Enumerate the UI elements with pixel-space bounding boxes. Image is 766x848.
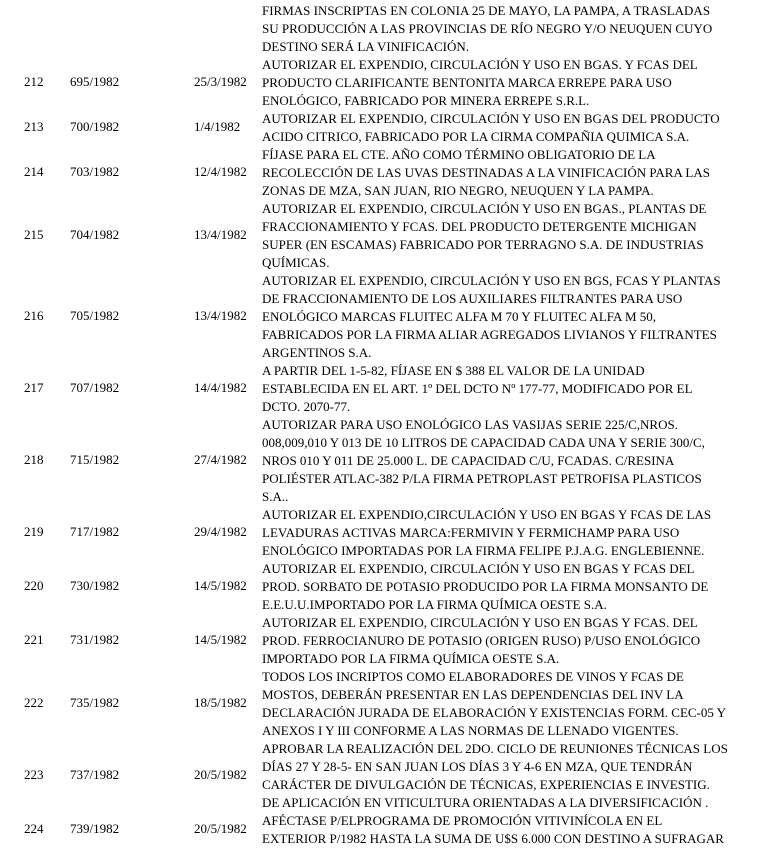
resolution-date: 14/5/1982 <box>194 632 247 647</box>
resolution-number: 695/1982 <box>70 74 120 89</box>
row-number: 213 <box>24 119 44 134</box>
resolution-number: 705/1982 <box>70 308 120 323</box>
description-line: EXTERIOR P/1982 HASTA LA SUMA DE U$S 6.000 CON DESTINO A SUFRAGAR <box>262 831 724 846</box>
description-line: POLIÉSTER ATLAC-382 P/LA FIRMA PETROPLAST PETROFISA PLASTICOS <box>262 471 702 486</box>
table-row <box>0 506 766 560</box>
description-line: AUTORIZAR EL EXPENDIO,CIRCULACIÓN Y USO EN BGAS Y FCAS DE LAS <box>262 507 712 522</box>
row-number: 220 <box>24 578 44 593</box>
description-line: AFÉCTASE P/ELPROGRAMA DE PROMOCIÓN VITIVINÍCOLA EN EL <box>262 813 663 828</box>
resolution-date: 14/4/1982 <box>194 380 247 395</box>
table-row <box>0 416 766 506</box>
description-line: DE FRACCIONAMIENTO DE LOS AUXILIARES FILTRANTES PARA USO <box>262 291 683 306</box>
description-line: RECOLECCIÓN DE LAS UVAS DESTINADAS A LA VINIFICACIÓN PARA LAS <box>262 165 710 180</box>
resolution-number: 739/1982 <box>70 821 120 836</box>
description-line: ESTABLECIDA EN EL ART. 1º DEL DCTO Nº 177-77, MODIFICADO POR EL <box>262 381 693 396</box>
description-line: MOSTOS, DEBERÁN PRESENTAR EN LAS DEPENDENCIAS DEL INV LA <box>262 687 684 702</box>
resolution-description <box>262 740 760 812</box>
description-line: DE APLICACIÓN EN VITICULTURA ORIENTADAS A LA DIVERSIFICACIÓN . <box>262 795 709 810</box>
resolution-date: 14/5/1982 <box>194 578 247 593</box>
table-row <box>0 110 766 146</box>
resolution-date: 29/4/1982 <box>194 524 247 539</box>
resolution-description <box>262 272 760 362</box>
resolution-description <box>262 146 760 200</box>
resolution-description <box>262 416 760 506</box>
description-line: AUTORIZAR PARA USO ENOLÓGICO LAS VASIJAS SERIE 225/C,NROS. <box>262 417 678 432</box>
row-number: 215 <box>24 227 44 242</box>
description-line: DCTO. 2070-77. <box>262 399 351 414</box>
description-line: FRACCIONAMIENTO Y FCAS. DEL PRODUCTO DETERGENTE MICHIGAN <box>262 219 697 234</box>
description-line: S.A.. <box>262 489 289 504</box>
description-line: AUTORIZAR EL EXPENDIO, CIRCULACIÓN Y USO EN BGS, FCAS Y PLANTAS <box>262 273 721 288</box>
description-line: NROS 010 Y 011 DE 25.000 L. DE CAPACIDAD C/U, FCADAS. C/RESINA <box>262 453 675 468</box>
resolution-number: 703/1982 <box>70 164 120 179</box>
description-line: TODOS LOS INCRIPTOS COMO ELABORADORES DE VINOS Y FCAS DE <box>262 669 684 684</box>
description-line: SU PRODUCCIÓN A LAS PROVINCIAS DE RÍO NEGRO Y/O NEUQUEN CUYO <box>262 21 713 36</box>
description-line: ANEXOS I Y III CONFORME A LAS NORMAS DE LLENADO VIGENTES. <box>262 723 679 738</box>
resolution-date: 20/5/1982 <box>194 767 247 782</box>
resolution-date: 20/5/1982 <box>194 821 247 836</box>
table-row <box>0 740 766 812</box>
description-line: PROD. FERROCIANURO DE POTASIO (ORIGEN RUSO) P/USO ENOLÓGICO <box>262 633 701 648</box>
row-number: 217 <box>24 380 44 395</box>
description-line: FÍJASE PARA EL CTE. AÑO COMO TÉRMINO OBLIGATORIO DE LA <box>262 147 656 162</box>
table-row <box>0 2 766 56</box>
description-line: E.E.U.U.IMPORTADO POR LA FIRMA QUÍMICA OESTE S.A. <box>262 597 607 612</box>
description-line: ARGENTINOS S.A. <box>262 345 372 360</box>
resolution-number: 730/1982 <box>70 578 120 593</box>
resolution-description <box>262 110 760 146</box>
description-line: AUTORIZAR EL EXPENDIO, CIRCULACIÓN Y USO EN BGAS DEL PRODUCTO <box>262 111 720 126</box>
description-line: ACIDO CITRICO, FABRICADO POR LA CIRMA COMPAÑIA QUIMICA S.A. <box>262 129 690 144</box>
resolution-description <box>262 200 760 272</box>
resolution-number: 735/1982 <box>70 695 120 710</box>
resolution-description <box>262 614 760 668</box>
resolution-date: 12/4/1982 <box>194 164 247 179</box>
description-line: 008,009,010 Y 013 DE 10 LITROS DE CAPACIDAD CADA UNA Y SERIE 300/C, <box>262 435 705 450</box>
table-row <box>0 614 766 668</box>
resolution-number: 737/1982 <box>70 767 120 782</box>
description-line: A PARTIR DEL 1-5-82, FÍJASE EN $ 388 EL VALOR DE LA UNIDAD <box>262 363 645 378</box>
row-number: 219 <box>24 524 44 539</box>
description-line: AUTORIZAR EL EXPENDIO, CIRCULACIÓN Y USO EN BGAS Y FCAS DEL <box>262 561 695 576</box>
resolution-number: 707/1982 <box>70 380 120 395</box>
table-row <box>0 200 766 272</box>
description-line: SUPER (EN ESCAMAS) FABRICADO POR TERRAGNO S.A. DE INDUSTRIAS <box>262 237 704 252</box>
description-line: ENOLÓGICO, FABRICADO POR MINERA ERREPE S.R.L. <box>262 93 590 108</box>
resolution-description <box>262 2 760 56</box>
resolution-number: 700/1982 <box>70 119 120 134</box>
row-number: 214 <box>24 164 44 179</box>
resolution-date: 27/4/1982 <box>194 452 247 467</box>
row-number: 223 <box>24 767 44 782</box>
table-row <box>0 362 766 416</box>
table-row <box>0 668 766 740</box>
table-row <box>0 560 766 614</box>
description-line: FABRICADOS POR LA FIRMA ALIAR AGREGADOS LIVIANOS Y FILTRANTES <box>262 327 717 342</box>
resolution-number: 715/1982 <box>70 452 120 467</box>
description-line: ZONAS DE MZA, SAN JUAN, RIO NEGRO, NEUQUEN Y LA PAMPA. <box>262 183 654 198</box>
description-line: QUÍMICAS. <box>262 255 330 270</box>
description-line: CARÁCTER DE DIVULGACIÓN DE TÉCNICAS, EXPERIENCIAS E INVESTIG. <box>262 777 710 792</box>
resolution-date: 25/3/1982 <box>194 74 247 89</box>
description-line: IMPORTADO POR LA FIRMA QUÍMICA OESTE S.A. <box>262 651 560 666</box>
resolution-description <box>262 668 760 740</box>
row-number: 222 <box>24 695 44 710</box>
table-row <box>0 272 766 362</box>
description-line: PRODUCTO CLARIFICANTE BENTONITA MARCA ERREPE PARA USO <box>262 75 672 90</box>
description-line: AUTORIZAR EL EXPENDIO, CIRCULACIÓN Y USO EN BGAS. Y FCAS DEL <box>262 57 698 72</box>
resolution-date: 13/4/1982 <box>194 308 247 323</box>
description-line: DECLARACIÓN JURADA DE ELABORACIÓN Y EXISTENCIAS FORM. CEC-05 Y <box>262 705 727 720</box>
description-line: ENOLÓGICO IMPORTADAS POR LA FIRMA FELIPE P.J.A.G. ENGLEBIENNE. <box>262 543 705 558</box>
row-number: 224 <box>24 821 44 836</box>
row-number: 216 <box>24 308 44 323</box>
resolution-date: 18/5/1982 <box>194 695 247 710</box>
description-line: DESTINO SERÁ LA VINIFICACIÓN. <box>262 39 470 54</box>
resolution-description <box>262 56 760 110</box>
resolution-description <box>262 506 760 560</box>
description-line: DÍAS 27 Y 28-5- EN SAN JUAN LOS DÍAS 3 Y 4-6 EN MZA, QUE TENDRÁN <box>262 759 693 774</box>
table-row <box>0 146 766 200</box>
description-line: PROD. SORBATO DE POTASIO PRODUCIDO POR LA FIRMA MONSANTO DE <box>262 579 709 594</box>
description-line: APROBAR LA REALIZACIÓN DEL 2DO. CICLO DE REUNIONES TÉCNICAS LOS <box>262 741 728 756</box>
resolution-description <box>262 362 760 416</box>
table-row <box>0 56 766 110</box>
row-number: 221 <box>24 632 44 647</box>
row-number: 212 <box>24 74 44 89</box>
description-line: FIRMAS INSCRIPTAS EN COLONIA 25 DE MAYO, LA PAMPA, A TRASLADAS <box>262 3 711 18</box>
resolution-number: 704/1982 <box>70 227 120 242</box>
resolution-number: 731/1982 <box>70 632 120 647</box>
resolution-description <box>262 560 760 614</box>
description-line: AUTORIZAR EL EXPENDIO, CIRCULACIÓN Y USO EN BGAS Y FCAS. DEL <box>262 615 698 630</box>
description-line: LEVADURAS ACTIVAS MARCA:FERMIVIN Y FERMICHAMP PARA USO <box>262 525 680 540</box>
row-number: 218 <box>24 452 44 467</box>
description-line: ENOLÓGICO MARCAS FLUITEC ALFA M 70 Y FLUITEC ALFA M 50, <box>262 309 656 324</box>
resolution-number: 717/1982 <box>70 524 120 539</box>
description-line: AUTORIZAR EL EXPENDIO, CIRCULACIÓN Y USO EN BGAS., PLANTAS DE <box>262 201 707 216</box>
resolutions-table <box>0 2 766 848</box>
resolution-date: 13/4/1982 <box>194 227 247 242</box>
resolution-date: 1/4/1982 <box>194 119 241 134</box>
